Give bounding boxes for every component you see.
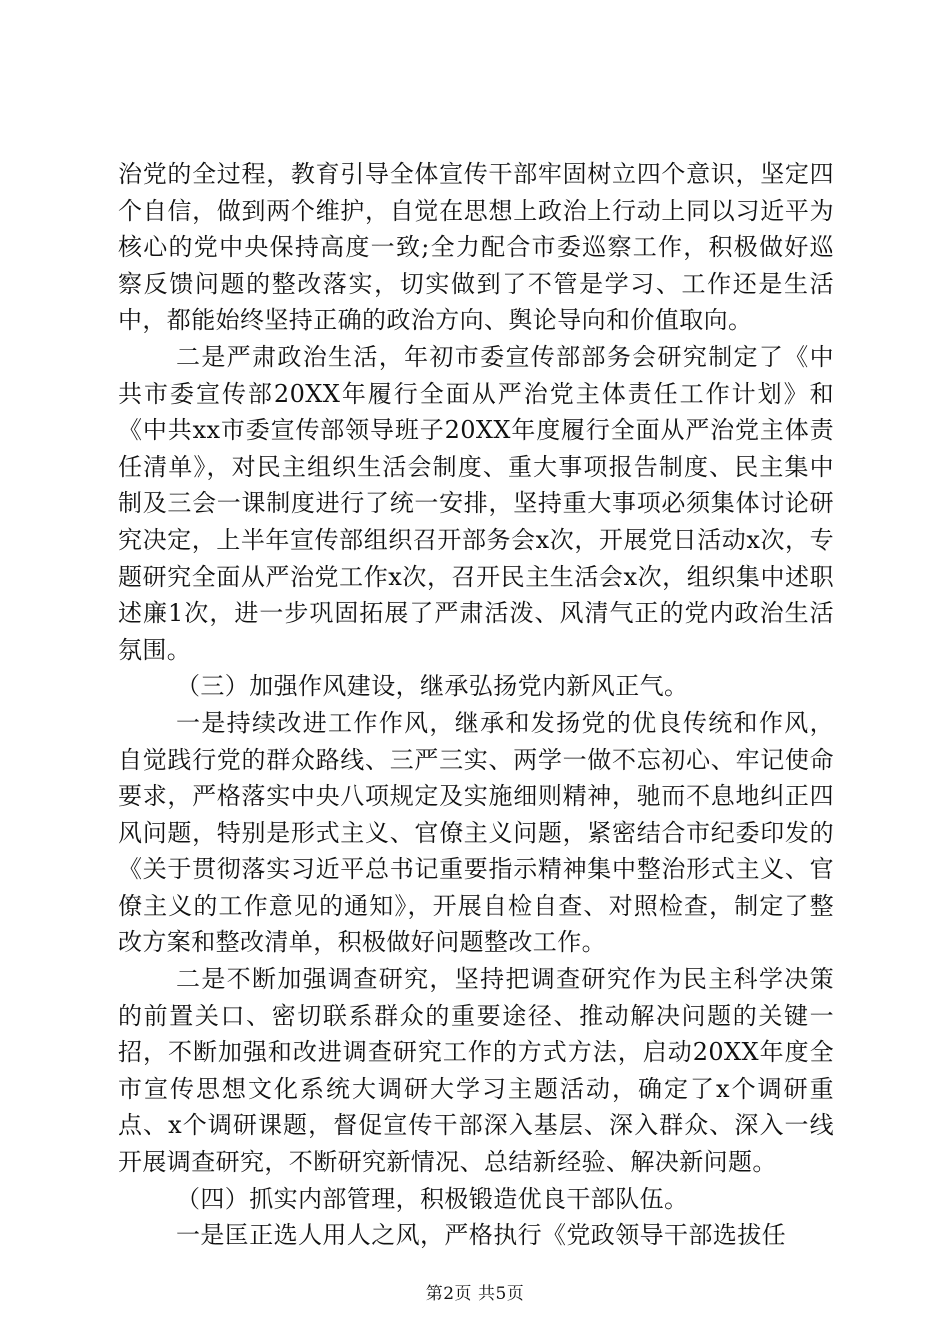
- paragraph-work-style: 一是持续改进工作作风，继承和发扬党的优良传统和作风，自觉践行党的群众路线、三严三实、两学一做不忘初心、牢记使命要求，严格落实中央八项规定及实施细则精神，驰而不息地纠正四风问题，特别是形式主义、官僚主义问题，紧密结合市纪委印发的《关于贯彻落实习近平总书记重要指示精神集中整治形式主义、官僚主义的工作意见的通知》，开展自检自查、对照检查，制定了整改方案和整改清单，积极做好问题整改工作。: [118, 708, 834, 957]
- section-heading-3: （三）加强作风建设，继承弘扬党内新风正气。: [176, 672, 689, 701]
- paragraph-political-life: 二是严肃政治生活，年初市委宣传部部务会研究制定了《中共市委宣传部20XX年履行全面从严治党主体责任工作计划》和《中共xx市委宣传部领导班子20XX年度履行全面从严治党主体责任清单》，对民主组织生活会制度、重大事项报告制度、民主集中制及三会一课制度进行了统一安排，坚持重大事项必须集体讨论研究决定，上半年宣传部组织召开部务会x次，开展党日活动x次，专题研究全面从严治党工作x次，召开民主生活会x次，组织集中述职述廉1次，进一步巩固拓展了严肃活泼、风清气正的党内政治生活氛围。: [118, 342, 834, 664]
- paragraph-research: 二是不断加强调查研究，坚持把调查研究作为民主科学决策的前置关口、密切联系群众的重要途径、推动解决问题的关键一招，不断加强和改进调查研究工作的方式方法，启动20XX年度全市宣传思想文化系统大调研大学习主题活动，确定了x个调研重点、x个调研课题，督促宣传干部深入基层、深入群众、深入一线开展调查研究，不断研究新情况、总结新经验、解决新问题。: [118, 965, 834, 1177]
- page-footer: [0, 1279, 950, 1304]
- paragraph-personnel: 一是匡正选人用人之风，严格执行《党政领导干部选拔任: [176, 1221, 786, 1250]
- paragraph-continuation: 治党的全过程，教育引导全体宣传干部牢固树立四个意识，坚定四个自信，做到两个维护，自觉在思想上政治上行动上同以习近平为核心的党中央保持高度一致;全力配合市委巡察工作，积极做好巡察反馈问题的整改落实，切实做到了不管是学习、工作还是生活中，都能始终坚持正确的政治方向、舆论导向和价值取向。: [118, 160, 834, 335]
- section-heading-4: （四）抓实内部管理，积极锻造优良干部队伍。: [176, 1184, 689, 1213]
- document-body: [118, 156, 834, 1254]
- page-number: 第2页 共5页: [425, 1284, 525, 1304]
